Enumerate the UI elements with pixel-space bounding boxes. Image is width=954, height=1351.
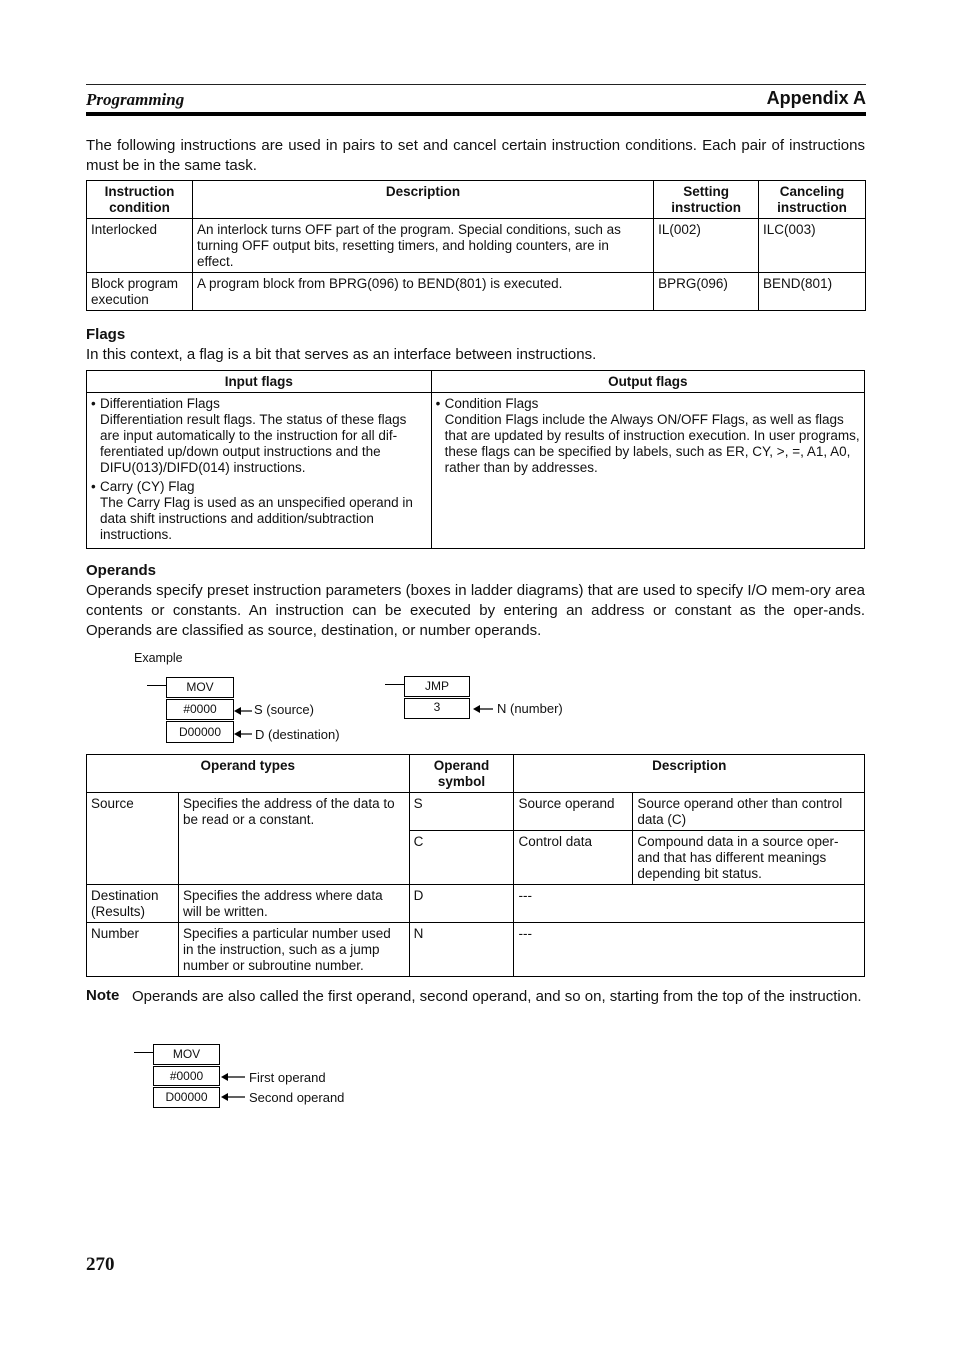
operand-label: S (source): [254, 702, 314, 717]
col-header: Setting instruction: [654, 181, 759, 219]
table-cell: A program block from BPRG(096) to BEND(801) is executed.: [192, 273, 653, 311]
instruction-box: MOV: [166, 677, 234, 698]
table-header-row: [87, 181, 866, 219]
operand-box: D00000: [153, 1087, 220, 1108]
table-cell: D: [409, 885, 514, 923]
example-label: Example: [134, 651, 183, 665]
operand-box: #0000: [166, 699, 234, 720]
flag-title: Condition Flags: [444, 396, 539, 411]
operand-box: 3: [404, 698, 470, 719]
flag-body: The Carry Flag is used as an unspecified operand in data shift instructions and addition/subtraction instructions.: [100, 495, 413, 542]
table-header-row: [87, 371, 865, 393]
arrow-icon: [232, 702, 254, 742]
operand-box: D00000: [166, 721, 234, 743]
table-cell: Source operand: [514, 793, 633, 831]
table-cell: Destination (Results): [87, 885, 179, 923]
operand-types-table: [86, 754, 865, 977]
table-cell: BPRG(096): [654, 273, 759, 311]
table-cell: Source: [87, 793, 179, 885]
arrow-icon: [471, 700, 495, 718]
note-label: Note: [86, 987, 120, 1004]
list-item: • Carry (CY) Flag The Carry Flag is used as an unspecified operand in data shift instructions and addition/subtraction instructions.: [91, 479, 413, 542]
col-header: Canceling instruction: [759, 181, 866, 219]
list-item: • Condition Flags Condition Flags include the Always ON/OFF Flags, as well as flags that are updated by results of instruction execution. In user programs, these flags can be specified by labels, such as ER, CY, >, =, A1, A0, rather than by addresses.: [435, 396, 860, 475]
flags-paragraph: In this context, a flag is a bit that serves as an interface between instructions.: [86, 346, 597, 363]
flag-title: Differentiation Flags: [100, 396, 220, 411]
col-header: Instruction condition: [87, 181, 193, 219]
col-header: Operand types: [87, 755, 410, 793]
table-cell: An interlock turns OFF part of the program. Special conditions, such as turning OFF output bits, resetting timers, and holding counters, are in effect.: [192, 219, 653, 273]
output-flags-cell: [431, 393, 864, 549]
table-cell: S: [409, 793, 514, 831]
table-row: [87, 923, 865, 977]
table-row: [87, 793, 865, 831]
section-title: Programming: [86, 90, 185, 109]
rung-line: [147, 685, 166, 686]
header-top-rule: [86, 84, 866, 85]
table-row: [87, 219, 866, 273]
table-cell: Number: [87, 923, 179, 977]
flag-title: Carry (CY) Flag: [100, 479, 195, 494]
header-bottom-rule: [86, 112, 866, 116]
list-item: • Differentiation Flags Differentiation result flags. The status of these flags are input automatically to the instruction for all dif-ferentiated up/down output instructions and the DIFU(013)/DIFD(014) instructions.: [91, 396, 407, 475]
appendix-title: Appendix A: [766, 88, 866, 108]
operand-box: #0000: [153, 1066, 220, 1086]
arrow-icon: [219, 1068, 249, 1104]
flag-body: Condition Flags include the Always ON/OFF Flags, as well as flags that are updated by results of instruction execution. In user programs, these flags can be specified by labels, such as ER, CY, >, =, A1, A0, rather than by addresses.: [444, 412, 860, 475]
table-cell: N: [409, 923, 514, 977]
page-number: 270: [86, 1254, 115, 1275]
table-cell: ILC(003): [759, 219, 866, 273]
flags-table: [86, 370, 865, 549]
instruction-box: JMP: [404, 676, 470, 697]
table-cell: Specifies the address where data will be written.: [178, 885, 409, 923]
table-cell: Compound data in a source oper-and that has different meanings depending bit status.: [633, 831, 865, 885]
intro-paragraph: The following instructions are used in pairs to set and cancel certain instruction conditions. Each pair of instructions must be in the same task.: [86, 137, 865, 174]
flag-body: Differentiation result flags. The status of these flags are input automatically to the instruction for all dif-ferentiated up/down output instructions and the DIFU(013)/DIFD(014) instructions.: [100, 412, 407, 475]
table-row: [87, 393, 865, 549]
table-cell: IL(002): [654, 219, 759, 273]
operand-label: First operand: [249, 1070, 326, 1085]
col-header: Description: [192, 181, 653, 219]
operand-label: N (number): [497, 701, 563, 716]
table-row: [87, 885, 865, 923]
input-flags-cell: [87, 393, 432, 549]
col-header: Input flags: [87, 371, 432, 393]
rung-line: [385, 684, 404, 685]
col-header: Description: [514, 755, 865, 793]
operands-heading: Operands: [86, 562, 157, 579]
flags-heading: Flags: [86, 326, 126, 343]
note-text: Operands are also called the first operand, second operand, and so on, starting from the top of the instruction.: [132, 988, 862, 1005]
table-cell: Specifies the address of the data to be read or a constant.: [178, 793, 409, 885]
table-cell: Control data: [514, 831, 633, 885]
table-cell: ---: [514, 885, 865, 923]
table-cell: C: [409, 831, 514, 885]
table-cell: Block program execution: [87, 273, 193, 311]
table-header-row: [87, 755, 865, 793]
table-row: [87, 273, 866, 311]
operand-label: Second operand: [249, 1090, 345, 1105]
table-cell: Specifies a particular number used in the instruction, such as a jump number or subroutine number.: [178, 923, 409, 977]
instruction-box: MOV: [153, 1044, 220, 1065]
col-header: Operand symbol: [409, 755, 514, 793]
instruction-pair-table: [86, 180, 866, 311]
table-cell: BEND(801): [759, 273, 866, 311]
table-cell: ---: [514, 923, 865, 977]
table-cell: Source operand other than control data (C): [633, 793, 865, 831]
rung-line: [134, 1052, 153, 1053]
operands-paragraph: Operands specify preset instruction parameters (boxes in ladder diagrams) that are used to specify I/O mem-ory area contents or constants. An instruction can be executed by entering an address or constant as the oper-ands. Operands are classified as source, destination, or number operands.: [86, 582, 865, 639]
table-cell: Interlocked: [87, 219, 193, 273]
col-header: Output flags: [431, 371, 864, 393]
operand-label: D (destination): [255, 727, 340, 742]
